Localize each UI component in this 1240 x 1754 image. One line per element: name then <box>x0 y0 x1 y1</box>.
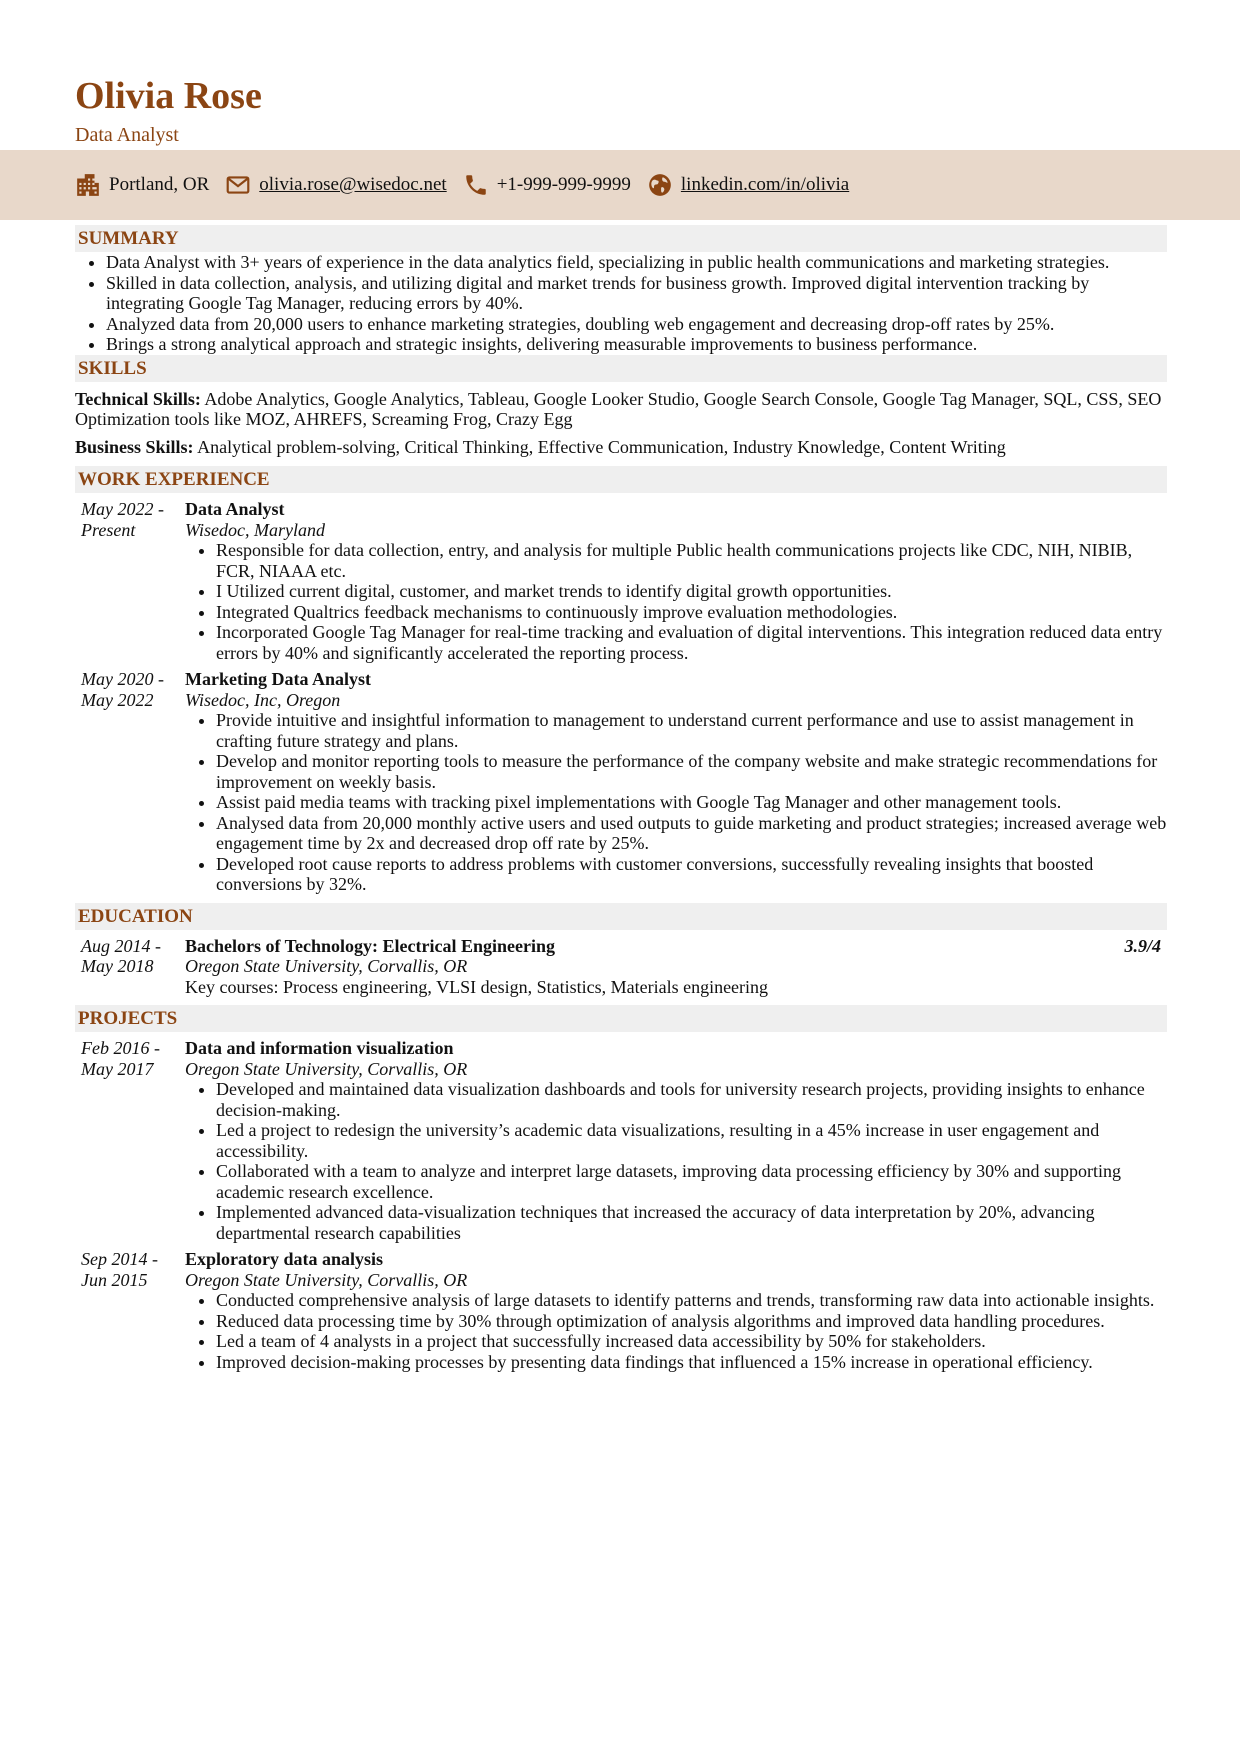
building-icon <box>75 172 101 198</box>
phone-text: +1-999-999-9999 <box>496 174 631 195</box>
list-item: • Skilled in data collection, analysis, and utilizing digital and market trends for business growth. Improved digital intervention tracking by integrating Google Tag Manager, reducing errors by 40%. <box>106 273 1167 314</box>
skills-heading: SKILLS <box>75 355 1167 382</box>
list-item: • Brings a strong analytical approach and strategic insights, delivering measurable improvements to business performance. <box>106 334 1167 355</box>
technical-skills-label: Technical Skills: <box>75 388 201 409</box>
contact-email[interactable] <box>225 172 446 198</box>
date-end: May 2022 <box>81 689 154 710</box>
phone-icon <box>463 172 489 198</box>
job-entry <box>75 669 1167 895</box>
spacer <box>75 895 1167 903</box>
contact-bar <box>0 150 1240 220</box>
education-entry <box>75 936 1167 998</box>
date-end: May 2017 <box>81 1058 154 1079</box>
location-text: Portland, OR <box>109 174 210 195</box>
mail-icon <box>225 172 251 198</box>
business-skills-text: Analytical problem-solving, Critical Thinking, Effective Communication, Industry Knowledge, Content Writing <box>197 436 1006 457</box>
contact-linkedin[interactable] <box>647 172 849 198</box>
resume-content <box>75 225 1167 1372</box>
project-entry <box>75 1038 1167 1243</box>
date-end: May 2018 <box>81 956 154 976</box>
project-dates <box>75 1249 185 1372</box>
job-bullets <box>185 710 1167 895</box>
candidate-name: Olivia Rose <box>75 75 262 117</box>
projects-heading: PROJECTS <box>75 1005 1167 1032</box>
project-title: Exploratory data analysis <box>185 1249 384 1269</box>
list-item: • Collaborated with a team to analyze and interpret large datasets, improving data processing efficiency by 30% and supporting academic research excellence. <box>216 1161 1167 1202</box>
project-entry <box>75 1249 1167 1372</box>
project-body <box>185 1038 1167 1243</box>
summary-heading: SUMMARY <box>75 225 1167 252</box>
list-item: • Conducted comprehensive analysis of large datasets to identify patterns and trends, transforming raw data into actionable insights. <box>216 1290 1167 1311</box>
list-item: • Improved decision-making processes by presenting data findings that influenced a 15% increase in operational efficiency. <box>216 1352 1167 1373</box>
spacer <box>75 997 1167 1005</box>
list-item: • Implemented advanced data-visualization techniques that increased the accuracy of data interpretation by 20%, advancing departmental research capabilities <box>216 1202 1167 1243</box>
list-item: • Developed and maintained data visualization dashboards and tools for university research projects, providing insights to enhance decision-making. <box>216 1079 1167 1120</box>
skills-block <box>75 389 1167 458</box>
email-link[interactable]: olivia.rose@wisedoc.net <box>259 174 447 195</box>
list-item: • Integrated Qualtrics feedback mechanisms to continuously improve evaluation methodologies. <box>216 602 1167 623</box>
job-company: Wisedoc, Inc, Oregon <box>185 689 341 710</box>
list-item: • Analysed data from 20,000 monthly active users and used outputs to guide marketing and product strategies; increased average web engagement time by 2x and decreased drop off rate by 25%. <box>216 813 1167 854</box>
job-company: Wisedoc, Maryland <box>185 519 325 540</box>
job-dates <box>75 669 185 895</box>
date-start: May 2020 - <box>81 669 164 689</box>
technical-skills-text: Adobe Analytics, Google Analytics, Tableau, Google Looker Studio, Google Search Console, Google Tag Manager, SQL, CSS, SEO Optimization tools like MOZ, AHREFS, Screaming Frog, Crazy Egg <box>75 388 1162 429</box>
date-start: Sep 2014 - <box>81 1249 158 1269</box>
list-item: • I Utilized current digital, customer, and market trends to identify digital growth opportunities. <box>216 581 1167 602</box>
project-title: Data and information visualization <box>185 1038 454 1058</box>
project-org: Oregon State University, Corvallis, OR <box>185 1058 468 1079</box>
contact-location <box>75 172 209 198</box>
globe-icon <box>647 172 673 198</box>
list-item: • Led a team of 4 analysts in a project that successfully increased data accessibility by 50% for stakeholders. <box>216 1331 1167 1352</box>
list-item: • Develop and monitor reporting tools to measure the performance of the company website and make strategic recommendations for improvement on weekly basis. <box>216 751 1167 792</box>
project-bullets <box>185 1290 1167 1372</box>
list-item: • Led a project to redesign the university’s academic data visualizations, resulting in a 45% increase in user engagement and accessibility. <box>216 1120 1167 1161</box>
work-heading: WORK EXPERIENCE <box>75 466 1167 493</box>
education-body <box>185 936 1167 998</box>
summary-list <box>75 252 1167 355</box>
list-item: • Developed root cause reports to address problems with customer conversions, successfully revealing insights that boosted conversions by 32%. <box>216 854 1167 895</box>
list-item: • Reduced data processing time by 30% through optimization of analysis algorithms and improved data handling procedures. <box>216 1311 1167 1332</box>
gpa-value: 3.9/4 <box>1124 935 1161 956</box>
education-dates <box>75 936 185 998</box>
education-top-row <box>185 936 1167 957</box>
technical-skills <box>75 389 1167 430</box>
business-skills-label: Business Skills: <box>75 436 194 457</box>
project-bullets <box>185 1079 1167 1243</box>
linkedin-link[interactable]: linkedin.com/in/olivia <box>680 174 850 195</box>
date-start: May 2022 - <box>81 499 164 519</box>
project-dates <box>75 1038 185 1243</box>
job-title: Marketing Data Analyst <box>185 669 371 689</box>
date-end: Jun 2015 <box>81 1269 148 1290</box>
project-body <box>185 1249 1167 1372</box>
business-skills <box>75 437 1167 458</box>
list-item: • Data Analyst with 3+ years of experience in the data analytics field, specializing in public health communications and marketing strategies. <box>106 252 1167 273</box>
contact-phone <box>463 172 631 198</box>
degree-title: Bachelors of Technology: Electrical Engineering <box>185 935 555 956</box>
list-item: • Analyzed data from 20,000 users to enhance marketing strategies, doubling web engagement and decreasing drop-off rates by 25%. <box>106 314 1167 335</box>
date-start: Aug 2014 - <box>81 935 161 956</box>
key-courses: Key courses: Process engineering, VLSI design, Statistics, Materials engineering <box>185 976 769 997</box>
date-end: Present <box>81 519 136 540</box>
job-entry <box>75 499 1167 663</box>
list-item: • Responsible for data collection, entry, and analysis for multiple Public health communications projects like CDC, NIH, NIBIB, FCR, NIAAA etc. <box>216 540 1167 581</box>
education-heading: EDUCATION <box>75 903 1167 930</box>
job-dates <box>75 499 185 663</box>
list-item: • Assist paid media teams with tracking pixel implementations with Google Tag Manager and other management tools. <box>216 792 1167 813</box>
date-start: Feb 2016 - <box>81 1038 160 1058</box>
project-org: Oregon State University, Corvallis, OR <box>185 1269 468 1290</box>
job-bullets <box>185 540 1167 663</box>
list-item: • Incorporated Google Tag Manager for real-time tracking and evaluation of digital interventions. This integration reduced data entry errors by 40% and significantly accelerated the reporting process. <box>216 622 1167 663</box>
resume-header <box>0 0 1240 148</box>
job-title: Data Analyst <box>185 499 285 519</box>
school-name: Oregon State University, Corvallis, OR <box>185 956 468 976</box>
list-item: • Provide intuitive and insightful information to management to understand current performance and use to assist management in crafting future strategy and plans. <box>216 710 1167 751</box>
job-body <box>185 499 1167 663</box>
job-body <box>185 669 1167 895</box>
candidate-role: Data Analyst <box>75 124 179 146</box>
